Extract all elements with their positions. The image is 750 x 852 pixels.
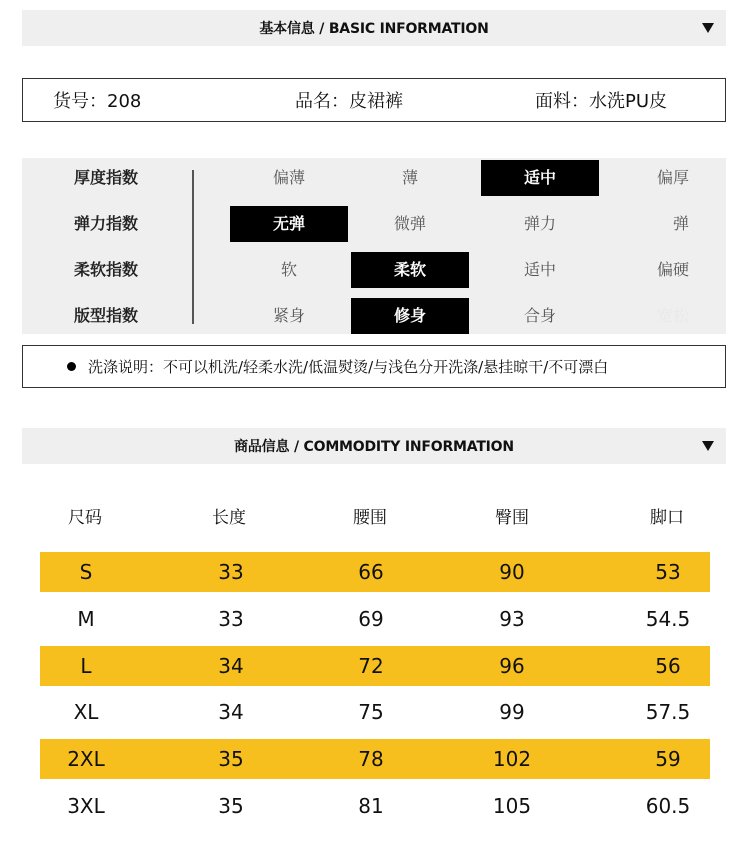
index-label: 弹力指数 (74, 214, 139, 233)
table-cell: 72 (358, 654, 384, 678)
index-row (22, 296, 726, 336)
index-option: 薄 (401, 168, 418, 187)
table-cell: 59 (655, 747, 681, 771)
index-option-selected: 柔软 (351, 252, 469, 288)
index-option: 宽松 (656, 306, 689, 325)
table-cell: 35 (218, 747, 244, 771)
triangle-down-icon (702, 441, 714, 451)
header-hem: 脚口 (650, 508, 684, 528)
product-info-box (22, 78, 726, 122)
commodity-info-header (22, 428, 726, 464)
index-option: 弹 (672, 214, 689, 233)
table-cell: 81 (358, 794, 384, 818)
index-panel (22, 158, 726, 334)
index-option-selected: 适中 (481, 160, 599, 196)
washing-instructions (22, 345, 726, 388)
index-option: 弹力 (523, 214, 556, 233)
index-label: 厚度指数 (74, 168, 139, 187)
table-cell: 60.5 (645, 794, 691, 818)
header-length: 长度 (212, 508, 246, 528)
index-row (22, 250, 726, 290)
table-row (40, 599, 710, 639)
index-option-selected: 修身 (351, 298, 469, 334)
index-row (22, 204, 726, 244)
product-name: 品名：皮裙裤 (295, 91, 403, 112)
index-option: 合身 (523, 306, 556, 325)
table-cell: 2XL (67, 747, 105, 771)
table-cell: L (80, 654, 92, 678)
index-option: 偏厚 (656, 168, 689, 187)
index-option: 适中 (523, 260, 556, 279)
index-option: 偏薄 (272, 168, 305, 187)
table-row (40, 786, 710, 826)
index-option: 偏硬 (656, 260, 689, 279)
table-cell: 96 (499, 654, 525, 678)
index-label: 柔软指数 (74, 260, 139, 279)
table-cell: 54.5 (645, 607, 691, 631)
header-waist: 腰围 (353, 508, 387, 528)
table-row (40, 692, 710, 732)
table-row (40, 646, 710, 686)
table-cell: 78 (358, 747, 384, 771)
table-cell: 93 (499, 607, 525, 631)
fabric: 面料：水洗PU皮 (535, 91, 668, 112)
table-row (40, 552, 710, 592)
table-cell: 33 (218, 560, 244, 584)
index-option: 微弹 (393, 214, 426, 233)
size-table-header (0, 500, 750, 536)
basic-info-title: 基本信息 / BASIC INFORMATION (259, 21, 489, 37)
table-cell: 33 (218, 607, 244, 631)
triangle-down-icon (702, 23, 714, 33)
table-cell: 90 (499, 560, 525, 584)
bullet-icon (67, 362, 76, 371)
index-option-selected: 无弹 (230, 206, 348, 242)
table-cell: 66 (358, 560, 384, 584)
table-cell: 102 (492, 747, 532, 771)
basic-info-header (22, 10, 726, 46)
table-cell: 35 (218, 794, 244, 818)
table-cell: 34 (218, 700, 244, 724)
index-option: 软 (280, 260, 297, 279)
table-cell: 3XL (67, 794, 105, 818)
item-number: 货号：208 (53, 91, 142, 112)
table-cell: 75 (358, 700, 384, 724)
table-cell: 56 (655, 654, 681, 678)
header-hip: 臀围 (495, 508, 529, 528)
commodity-info-title: 商品信息 / COMMODITY INFORMATION (234, 439, 514, 455)
table-cell: 69 (358, 607, 384, 631)
table-cell: 53 (655, 560, 681, 584)
table-cell: 57.5 (645, 700, 691, 724)
header-size: 尺码 (68, 508, 102, 528)
table-cell: S (79, 560, 93, 584)
table-cell: M (77, 607, 95, 631)
index-label: 版型指数 (74, 306, 139, 325)
washing-text: 洗涤说明：不可以机洗/轻柔水洗/低温熨烫/与浅色分开洗涤/悬挂晾干/不可漂白 (88, 358, 609, 376)
table-cell: XL (73, 700, 99, 724)
table-cell: 34 (218, 654, 244, 678)
index-option: 紧身 (272, 306, 305, 325)
table-cell: 99 (499, 700, 525, 724)
index-row (22, 158, 726, 198)
table-cell: 105 (492, 794, 532, 818)
table-row (40, 739, 710, 779)
